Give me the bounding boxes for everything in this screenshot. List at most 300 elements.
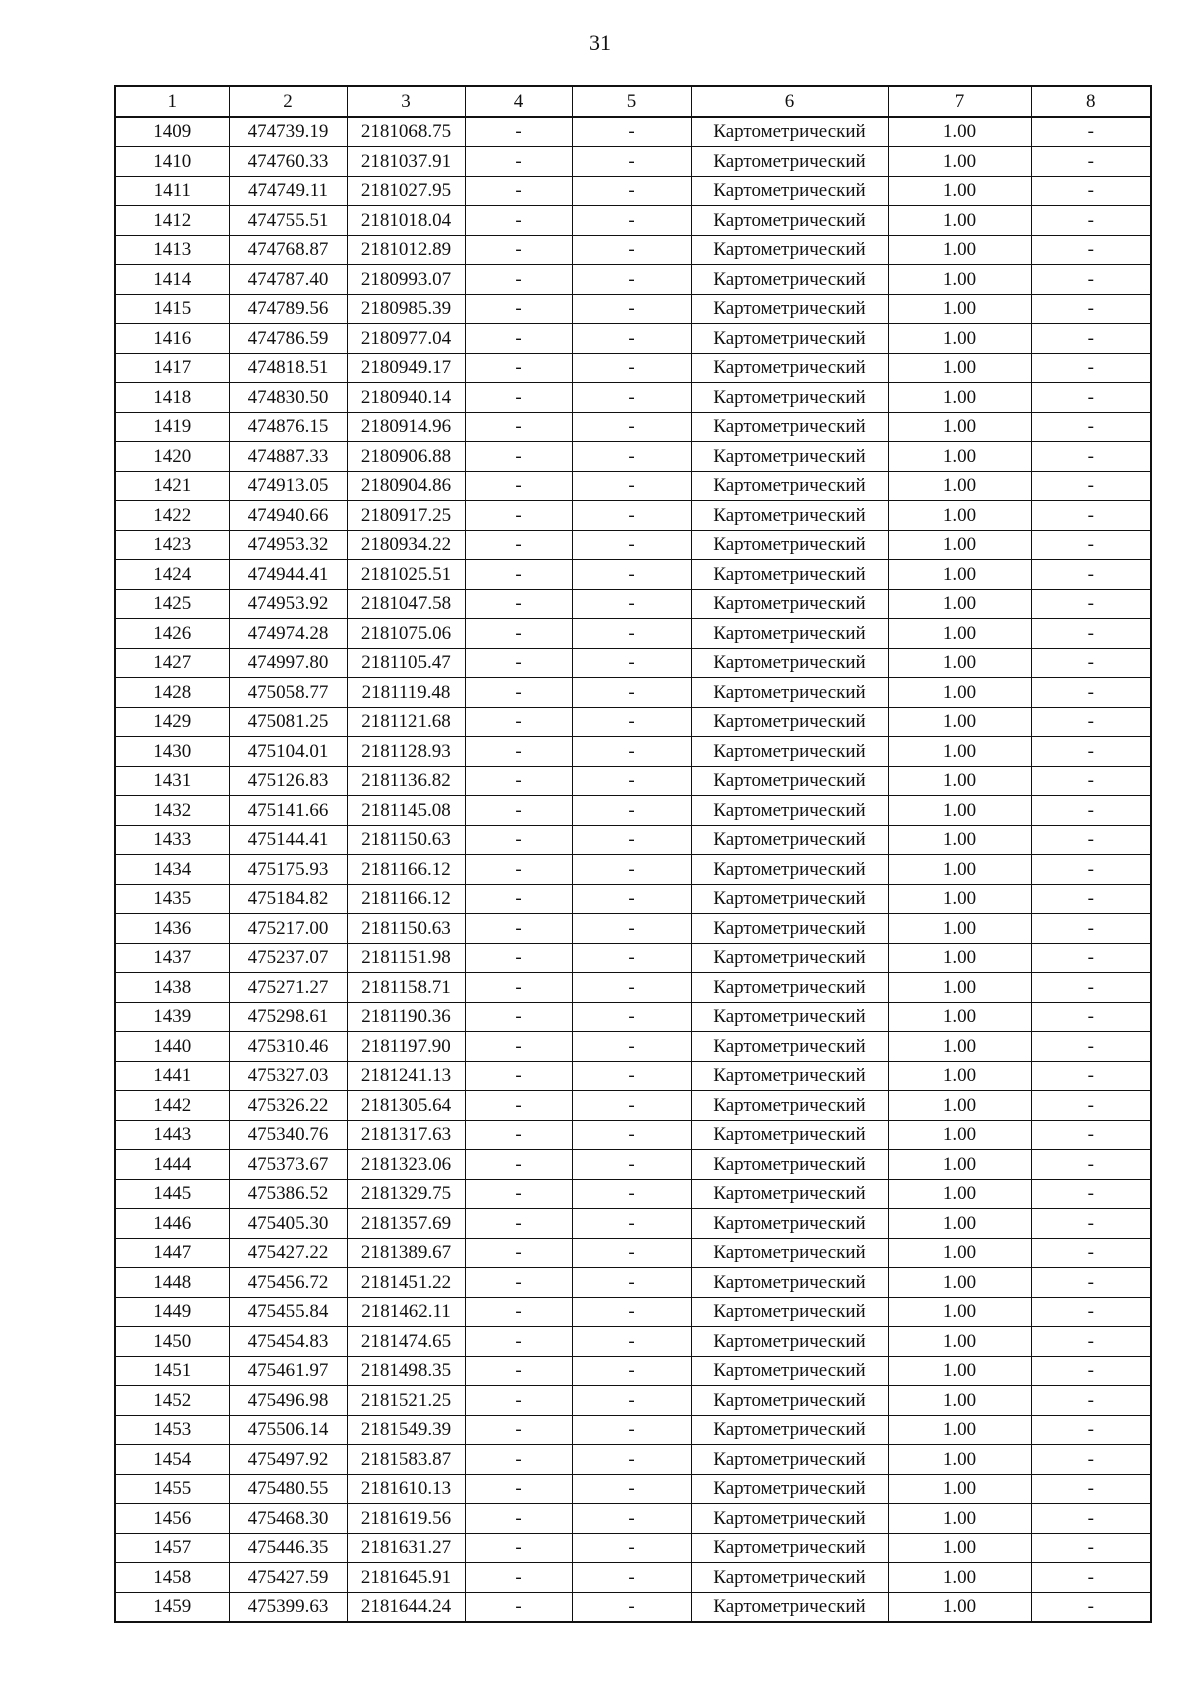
col5-cell: - [572,294,691,324]
method-cell: Картометрический [691,1327,888,1357]
method-cell: Картометрический [691,294,888,324]
col8-cell: - [1031,324,1151,354]
col4-cell: - [465,1533,572,1563]
column-header: 6 [691,86,888,117]
point-number-cell: 1454 [115,1445,229,1475]
method-cell: Картометрический [691,648,888,678]
point-number-cell: 1421 [115,471,229,501]
accuracy-cell: 1.00 [888,117,1031,147]
point-number-cell: 1417 [115,353,229,383]
col5-cell: - [572,530,691,560]
y-coordinate-cell: 2181166.12 [347,884,465,914]
method-cell: Картометрический [691,973,888,1003]
accuracy-cell: 1.00 [888,1091,1031,1121]
x-coordinate-cell: 474786.59 [229,324,347,354]
col5-cell: - [572,943,691,973]
method-cell: Картометрический [691,1209,888,1239]
col5-cell: - [572,501,691,531]
col5-cell: - [572,1563,691,1593]
col4-cell: - [465,884,572,914]
accuracy-cell: 1.00 [888,855,1031,885]
col4-cell: - [465,324,572,354]
accuracy-cell: 1.00 [888,1179,1031,1209]
col8-cell: - [1031,1120,1151,1150]
method-cell: Картометрический [691,1297,888,1327]
point-number-cell: 1447 [115,1238,229,1268]
col8-cell: - [1031,1504,1151,1534]
method-cell: Картометрический [691,1091,888,1121]
accuracy-cell: 1.00 [888,766,1031,796]
table-row [115,560,1151,590]
y-coordinate-cell: 2181474.65 [347,1327,465,1357]
accuracy-cell: 1.00 [888,471,1031,501]
y-coordinate-cell: 2180977.04 [347,324,465,354]
col4-cell: - [465,1179,572,1209]
y-coordinate-cell: 2181241.13 [347,1061,465,1091]
point-number-cell: 1430 [115,737,229,767]
x-coordinate-cell: 475446.35 [229,1533,347,1563]
col5-cell: - [572,324,691,354]
point-number-cell: 1425 [115,589,229,619]
table-row [115,412,1151,442]
method-cell: Картометрический [691,1120,888,1150]
col4-cell: - [465,117,572,147]
table-row [115,796,1151,826]
accuracy-cell: 1.00 [888,619,1031,649]
point-number-cell: 1459 [115,1592,229,1622]
col4-cell: - [465,383,572,413]
y-coordinate-cell: 2181644.24 [347,1592,465,1622]
y-coordinate-cell: 2181357.69 [347,1209,465,1239]
accuracy-cell: 1.00 [888,1474,1031,1504]
table-row [115,1091,1151,1121]
y-coordinate-cell: 2181151.98 [347,943,465,973]
table-row [115,1356,1151,1386]
column-header: 1 [115,86,229,117]
x-coordinate-cell: 475184.82 [229,884,347,914]
col4-cell: - [465,1150,572,1180]
table-row [115,1386,1151,1416]
table-row [115,1061,1151,1091]
method-cell: Картометрический [691,1386,888,1416]
x-coordinate-cell: 475496.98 [229,1386,347,1416]
col5-cell: - [572,1091,691,1121]
table-row [115,1445,1151,1475]
col8-cell: - [1031,1474,1151,1504]
table-row [115,884,1151,914]
col4-cell: - [465,1209,572,1239]
table-row [115,294,1151,324]
table-row [115,1533,1151,1563]
point-number-cell: 1427 [115,648,229,678]
accuracy-cell: 1.00 [888,1504,1031,1534]
col8-cell: - [1031,383,1151,413]
accuracy-cell: 1.00 [888,206,1031,236]
col4-cell: - [465,206,572,236]
col5-cell: - [572,1150,691,1180]
column-header: 5 [572,86,691,117]
point-number-cell: 1440 [115,1032,229,1062]
accuracy-cell: 1.00 [888,737,1031,767]
column-header: 4 [465,86,572,117]
x-coordinate-cell: 474974.28 [229,619,347,649]
point-number-cell: 1451 [115,1356,229,1386]
y-coordinate-cell: 2181645.91 [347,1563,465,1593]
x-coordinate-cell: 474789.56 [229,294,347,324]
method-cell: Картометрический [691,265,888,295]
point-number-cell: 1420 [115,442,229,472]
col8-cell: - [1031,766,1151,796]
col5-cell: - [572,1268,691,1298]
table-row [115,766,1151,796]
col8-cell: - [1031,1179,1151,1209]
col4-cell: - [465,471,572,501]
col5-cell: - [572,176,691,206]
col8-cell: - [1031,1356,1151,1386]
y-coordinate-cell: 2181027.95 [347,176,465,206]
x-coordinate-cell: 474768.87 [229,235,347,265]
method-cell: Картометрический [691,383,888,413]
point-number-cell: 1413 [115,235,229,265]
col4-cell: - [465,943,572,973]
col5-cell: - [572,796,691,826]
point-number-cell: 1436 [115,914,229,944]
point-number-cell: 1424 [115,560,229,590]
col8-cell: - [1031,412,1151,442]
y-coordinate-cell: 2181025.51 [347,560,465,590]
col8-cell: - [1031,1091,1151,1121]
col8-cell: - [1031,589,1151,619]
y-coordinate-cell: 2181012.89 [347,235,465,265]
accuracy-cell: 1.00 [888,943,1031,973]
col5-cell: - [572,147,691,177]
point-number-cell: 1415 [115,294,229,324]
y-coordinate-cell: 2181190.36 [347,1002,465,1032]
col5-cell: - [572,1238,691,1268]
accuracy-cell: 1.00 [888,294,1031,324]
col4-cell: - [465,1504,572,1534]
col5-cell: - [572,1474,691,1504]
col4-cell: - [465,1445,572,1475]
col5-cell: - [572,1327,691,1357]
col8-cell: - [1031,914,1151,944]
table-row [115,855,1151,885]
table-row [115,1415,1151,1445]
x-coordinate-cell: 475468.30 [229,1504,347,1534]
col8-cell: - [1031,1032,1151,1062]
point-number-cell: 1409 [115,117,229,147]
y-coordinate-cell: 2181150.63 [347,914,465,944]
table-row [115,678,1151,708]
point-number-cell: 1439 [115,1002,229,1032]
method-cell: Картометрический [691,117,888,147]
point-number-cell: 1437 [115,943,229,973]
accuracy-cell: 1.00 [888,501,1031,531]
method-cell: Картометрический [691,530,888,560]
point-number-cell: 1438 [115,973,229,1003]
y-coordinate-cell: 2181145.08 [347,796,465,826]
method-cell: Картометрический [691,324,888,354]
col5-cell: - [572,1002,691,1032]
col8-cell: - [1031,530,1151,560]
col8-cell: - [1031,176,1151,206]
y-coordinate-cell: 2181150.63 [347,825,465,855]
col8-cell: - [1031,1238,1151,1268]
point-number-cell: 1411 [115,176,229,206]
y-coordinate-cell: 2181105.47 [347,648,465,678]
col8-cell: - [1031,1209,1151,1239]
method-cell: Картометрический [691,884,888,914]
col5-cell: - [572,1504,691,1534]
y-coordinate-cell: 2181317.63 [347,1120,465,1150]
accuracy-cell: 1.00 [888,1238,1031,1268]
col4-cell: - [465,265,572,295]
y-coordinate-cell: 2181631.27 [347,1533,465,1563]
table-row [115,1592,1151,1622]
col8-cell: - [1031,265,1151,295]
accuracy-cell: 1.00 [888,442,1031,472]
accuracy-cell: 1.00 [888,1120,1031,1150]
y-coordinate-cell: 2180993.07 [347,265,465,295]
point-number-cell: 1443 [115,1120,229,1150]
col8-cell: - [1031,147,1151,177]
method-cell: Картометрический [691,1238,888,1268]
table-row [115,589,1151,619]
accuracy-cell: 1.00 [888,265,1031,295]
y-coordinate-cell: 2181498.35 [347,1356,465,1386]
col5-cell: - [572,560,691,590]
col8-cell: - [1031,737,1151,767]
method-cell: Картометрический [691,412,888,442]
point-number-cell: 1452 [115,1386,229,1416]
col4-cell: - [465,1327,572,1357]
accuracy-cell: 1.00 [888,324,1031,354]
x-coordinate-cell: 475237.07 [229,943,347,973]
y-coordinate-cell: 2181121.68 [347,707,465,737]
method-cell: Картометрический [691,1563,888,1593]
col5-cell: - [572,442,691,472]
col5-cell: - [572,1061,691,1091]
coordinates-table [114,85,1152,1623]
col8-cell: - [1031,943,1151,973]
accuracy-cell: 1.00 [888,1533,1031,1563]
col4-cell: - [465,442,572,472]
y-coordinate-cell: 2180917.25 [347,501,465,531]
col5-cell: - [572,353,691,383]
y-coordinate-cell: 2181583.87 [347,1445,465,1475]
accuracy-cell: 1.00 [888,235,1031,265]
col4-cell: - [465,1120,572,1150]
table-row [115,1120,1151,1150]
method-cell: Картометрический [691,707,888,737]
table-row [115,265,1151,295]
x-coordinate-cell: 474830.50 [229,383,347,413]
col5-cell: - [572,1386,691,1416]
col4-cell: - [465,1032,572,1062]
accuracy-cell: 1.00 [888,176,1031,206]
col8-cell: - [1031,825,1151,855]
col4-cell: - [465,560,572,590]
col5-cell: - [572,1445,691,1475]
x-coordinate-cell: 475310.46 [229,1032,347,1062]
y-coordinate-cell: 2181037.91 [347,147,465,177]
accuracy-cell: 1.00 [888,1415,1031,1445]
y-coordinate-cell: 2180940.14 [347,383,465,413]
y-coordinate-cell: 2181619.56 [347,1504,465,1534]
col8-cell: - [1031,619,1151,649]
col5-cell: - [572,766,691,796]
accuracy-cell: 1.00 [888,1209,1031,1239]
col5-cell: - [572,855,691,885]
col8-cell: - [1031,235,1151,265]
accuracy-cell: 1.00 [888,648,1031,678]
col8-cell: - [1031,884,1151,914]
y-coordinate-cell: 2180914.96 [347,412,465,442]
table-row [115,471,1151,501]
accuracy-cell: 1.00 [888,678,1031,708]
col4-cell: - [465,1061,572,1091]
y-coordinate-cell: 2181047.58 [347,589,465,619]
accuracy-cell: 1.00 [888,412,1031,442]
col5-cell: - [572,206,691,236]
y-coordinate-cell: 2181389.67 [347,1238,465,1268]
col4-cell: - [465,678,572,708]
x-coordinate-cell: 474876.15 [229,412,347,442]
y-coordinate-cell: 2181197.90 [347,1032,465,1062]
point-number-cell: 1448 [115,1268,229,1298]
col8-cell: - [1031,1592,1151,1622]
y-coordinate-cell: 2180949.17 [347,353,465,383]
method-cell: Картометрический [691,737,888,767]
col4-cell: - [465,412,572,442]
table-row [115,147,1151,177]
method-cell: Картометрический [691,1150,888,1180]
col4-cell: - [465,737,572,767]
col5-cell: - [572,1297,691,1327]
col8-cell: - [1031,1327,1151,1357]
method-cell: Картометрический [691,1415,888,1445]
col4-cell: - [465,294,572,324]
point-number-cell: 1419 [115,412,229,442]
col8-cell: - [1031,1297,1151,1327]
table-row [115,973,1151,1003]
x-coordinate-cell: 475326.22 [229,1091,347,1121]
table-row [115,737,1151,767]
col5-cell: - [572,1592,691,1622]
col4-cell: - [465,1563,572,1593]
method-cell: Картометрический [691,619,888,649]
col5-cell: - [572,1032,691,1062]
x-coordinate-cell: 475175.93 [229,855,347,885]
table-row [115,206,1151,236]
table-row [115,1032,1151,1062]
x-coordinate-cell: 475427.22 [229,1238,347,1268]
x-coordinate-cell: 474755.51 [229,206,347,236]
col8-cell: - [1031,707,1151,737]
table-row [115,442,1151,472]
col8-cell: - [1031,1533,1151,1563]
y-coordinate-cell: 2180906.88 [347,442,465,472]
method-cell: Картометрический [691,914,888,944]
accuracy-cell: 1.00 [888,1445,1031,1475]
point-number-cell: 1450 [115,1327,229,1357]
col8-cell: - [1031,796,1151,826]
col5-cell: - [572,1209,691,1239]
x-coordinate-cell: 475461.97 [229,1356,347,1386]
x-coordinate-cell: 474739.19 [229,117,347,147]
col8-cell: - [1031,442,1151,472]
col4-cell: - [465,1091,572,1121]
y-coordinate-cell: 2181119.48 [347,678,465,708]
accuracy-cell: 1.00 [888,1268,1031,1298]
accuracy-cell: 1.00 [888,1002,1031,1032]
y-coordinate-cell: 2181305.64 [347,1091,465,1121]
col5-cell: - [572,678,691,708]
col4-cell: - [465,1415,572,1445]
x-coordinate-cell: 474749.11 [229,176,347,206]
table-row [115,943,1151,973]
accuracy-cell: 1.00 [888,560,1031,590]
table-row [115,1327,1151,1357]
table-body [115,117,1151,1623]
col8-cell: - [1031,560,1151,590]
method-cell: Картометрический [691,943,888,973]
x-coordinate-cell: 474953.92 [229,589,347,619]
method-cell: Картометрический [691,1179,888,1209]
col8-cell: - [1031,501,1151,531]
table-row [115,383,1151,413]
point-number-cell: 1435 [115,884,229,914]
x-coordinate-cell: 475405.30 [229,1209,347,1239]
y-coordinate-cell: 2181128.93 [347,737,465,767]
col4-cell: - [465,825,572,855]
col5-cell: - [572,117,691,147]
method-cell: Картометрический [691,1356,888,1386]
method-cell: Картометрический [691,353,888,383]
x-coordinate-cell: 475104.01 [229,737,347,767]
point-number-cell: 1422 [115,501,229,531]
col8-cell: - [1031,678,1151,708]
x-coordinate-cell: 475141.66 [229,796,347,826]
accuracy-cell: 1.00 [888,707,1031,737]
table-row [115,1474,1151,1504]
col4-cell: - [465,235,572,265]
y-coordinate-cell: 2181329.75 [347,1179,465,1209]
col5-cell: - [572,412,691,442]
table-row [115,1297,1151,1327]
col4-cell: - [465,914,572,944]
col5-cell: - [572,648,691,678]
col5-cell: - [572,471,691,501]
col5-cell: - [572,973,691,1003]
point-number-cell: 1444 [115,1150,229,1180]
col5-cell: - [572,737,691,767]
col5-cell: - [572,707,691,737]
x-coordinate-cell: 475399.63 [229,1592,347,1622]
method-cell: Картометрический [691,1002,888,1032]
table-row [115,501,1151,531]
point-number-cell: 1431 [115,766,229,796]
x-coordinate-cell: 475327.03 [229,1061,347,1091]
point-number-cell: 1426 [115,619,229,649]
col4-cell: - [465,1592,572,1622]
table-row [115,117,1151,147]
accuracy-cell: 1.00 [888,147,1031,177]
table-row [115,1150,1151,1180]
accuracy-cell: 1.00 [888,1297,1031,1327]
x-coordinate-cell: 475340.76 [229,1120,347,1150]
col4-cell: - [465,1297,572,1327]
